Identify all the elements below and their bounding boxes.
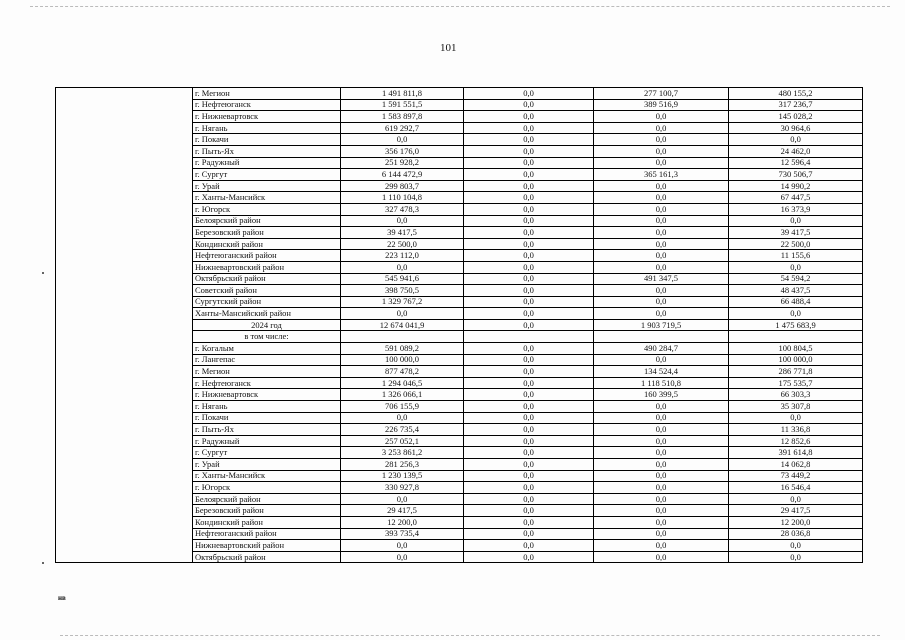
value-cell: 0,0 [729, 540, 863, 552]
value-cell: 877 478,2 [341, 366, 464, 378]
value-cell: 73 449,2 [729, 470, 863, 482]
corner-mark: нв [58, 594, 66, 602]
value-cell: 100 000,0 [341, 354, 464, 366]
value-cell: 0,0 [594, 285, 729, 297]
row-label-cell: г. Пыть-Ях [193, 145, 341, 157]
row-label-cell: Нефтеюганский район [193, 528, 341, 540]
value-cell: 545 941,6 [341, 273, 464, 285]
value-cell: 12 596,4 [729, 157, 863, 169]
value-cell: 1 118 510,8 [594, 377, 729, 389]
row-label-cell: г. Югорск [193, 203, 341, 215]
value-cell: 223 112,0 [341, 250, 464, 262]
row-label-cell: г. Югорск [193, 482, 341, 494]
page-number: 101 [440, 42, 457, 54]
value-cell: 0,0 [594, 250, 729, 262]
value-cell: 0,0 [464, 285, 594, 297]
value-cell: 251 928,2 [341, 157, 464, 169]
row-label-cell: г. Урай [193, 180, 341, 192]
value-cell: 0,0 [594, 401, 729, 413]
value-cell: 0,0 [594, 227, 729, 239]
row-label-cell: Октябрьский район [193, 551, 341, 563]
value-cell: 0,0 [594, 157, 729, 169]
value-cell: 1 475 683,9 [729, 319, 863, 331]
value-cell: 0,0 [594, 111, 729, 123]
value-cell: 356 176,0 [341, 145, 464, 157]
row-label-cell: г. Мегион [193, 366, 341, 378]
value-cell: 1 230 139,5 [341, 470, 464, 482]
value-cell: 0,0 [464, 435, 594, 447]
value-cell: 226 735,4 [341, 424, 464, 436]
value-cell: 0,0 [464, 192, 594, 204]
row-label-cell: Белоярский район [193, 215, 341, 227]
value-cell: 0,0 [594, 354, 729, 366]
value-cell: 6 144 472,9 [341, 169, 464, 181]
row-label-cell: г. Сургут [193, 169, 341, 181]
value-cell: 12 200,0 [729, 516, 863, 528]
value-cell: 389 516,9 [594, 99, 729, 111]
value-cell: 0,0 [464, 180, 594, 192]
value-cell: 14 062,8 [729, 459, 863, 471]
value-cell: 0,0 [464, 540, 594, 552]
value-cell: 28 036,8 [729, 528, 863, 540]
value-cell: 391 614,8 [729, 447, 863, 459]
value-cell: 330 927,8 [341, 482, 464, 494]
value-cell: 0,0 [464, 157, 594, 169]
row-label-cell: г. Радужный [193, 157, 341, 169]
row-label-cell: Березовский район [193, 505, 341, 517]
value-cell: 0,0 [594, 203, 729, 215]
value-cell: 491 347,5 [594, 273, 729, 285]
value-cell: 0,0 [464, 203, 594, 215]
value-cell: 39 417,5 [729, 227, 863, 239]
value-cell: 0,0 [464, 319, 594, 331]
value-cell: 730 506,7 [729, 169, 863, 181]
value-cell: 66 488,4 [729, 296, 863, 308]
value-cell: 0,0 [464, 470, 594, 482]
value-cell: 1 294 046,5 [341, 377, 464, 389]
value-cell: 54 594,2 [729, 273, 863, 285]
value-cell: 12 200,0 [341, 516, 464, 528]
table-row [56, 88, 863, 100]
value-cell: 0,0 [341, 215, 464, 227]
budget-table [55, 87, 863, 563]
value-cell: 0,0 [464, 111, 594, 123]
row-label-cell: в том числе: [193, 331, 341, 343]
value-cell: 0,0 [341, 308, 464, 320]
value-cell: 0,0 [464, 493, 594, 505]
row-label-cell: Кондинский район [193, 516, 341, 528]
value-cell: 0,0 [594, 551, 729, 563]
value-cell: 0,0 [464, 308, 594, 320]
value-cell: 0,0 [594, 540, 729, 552]
value-cell: 11 155,6 [729, 250, 863, 262]
value-cell: 30 964,6 [729, 122, 863, 134]
bottom-scan-edge [60, 635, 880, 636]
row-label-cell: г. Нефтеюганск [193, 377, 341, 389]
value-cell: 0,0 [464, 482, 594, 494]
value-cell: 0,0 [341, 134, 464, 146]
value-cell: 0,0 [464, 261, 594, 273]
value-cell: 29 417,5 [341, 505, 464, 517]
value-cell: 0,0 [464, 238, 594, 250]
blank-left-column [56, 88, 193, 563]
value-cell: 706 155,9 [341, 401, 464, 413]
value-cell: 0,0 [464, 551, 594, 563]
value-cell: 0,0 [594, 238, 729, 250]
row-label-cell: г. Нижневартовск [193, 389, 341, 401]
value-cell: 0,0 [729, 551, 863, 563]
row-label-cell: г. Ханты-Мансийск [193, 192, 341, 204]
value-cell: 0,0 [729, 215, 863, 227]
value-cell: 1 491 811,8 [341, 88, 464, 100]
value-cell: 0,0 [594, 215, 729, 227]
value-cell: 0,0 [594, 296, 729, 308]
value-cell: 0,0 [594, 134, 729, 146]
value-cell: 0,0 [464, 227, 594, 239]
row-label-cell: г. Лангепас [193, 354, 341, 366]
value-cell: 0,0 [464, 88, 594, 100]
value-cell: 0,0 [594, 424, 729, 436]
value-cell: 16 373,9 [729, 203, 863, 215]
value-cell: 160 399,5 [594, 389, 729, 401]
value-cell: 0,0 [594, 459, 729, 471]
row-label-cell: Нижневартовский район [193, 540, 341, 552]
value-cell: 12 674 041,9 [341, 319, 464, 331]
value-cell: 0,0 [464, 343, 594, 355]
row-label-cell: Советский район [193, 285, 341, 297]
row-label-cell: 2024 год [193, 319, 341, 331]
value-cell: 1 110 104,8 [341, 192, 464, 204]
value-cell: 0,0 [729, 134, 863, 146]
value-cell: 0,0 [464, 354, 594, 366]
value-cell: 35 307,8 [729, 401, 863, 413]
scan-speck [42, 272, 44, 274]
value-cell: 0,0 [464, 528, 594, 540]
value-cell: 591 089,2 [341, 343, 464, 355]
value-cell: 365 161,3 [594, 169, 729, 181]
value-cell: 281 256,3 [341, 459, 464, 471]
value-cell: 48 437,5 [729, 285, 863, 297]
value-cell [341, 331, 464, 343]
value-cell: 0,0 [341, 412, 464, 424]
value-cell: 0,0 [341, 551, 464, 563]
value-cell: 1 329 767,2 [341, 296, 464, 308]
value-cell: 393 735,4 [341, 528, 464, 540]
row-label-cell: г. Нижневартовск [193, 111, 341, 123]
value-cell: 145 028,2 [729, 111, 863, 123]
value-cell: 0,0 [464, 516, 594, 528]
value-cell: 0,0 [729, 261, 863, 273]
row-label-cell: Нижневартовский район [193, 261, 341, 273]
value-cell: 0,0 [594, 470, 729, 482]
row-label-cell: Кондинский район [193, 238, 341, 250]
value-cell: 0,0 [594, 447, 729, 459]
value-cell: 39 417,5 [341, 227, 464, 239]
value-cell: 327 478,3 [341, 203, 464, 215]
row-label-cell: г. Когалым [193, 343, 341, 355]
value-cell: 0,0 [594, 180, 729, 192]
scan-speck [42, 562, 44, 564]
value-cell: 0,0 [464, 505, 594, 517]
value-cell: 1 903 719,5 [594, 319, 729, 331]
row-label-cell: Белоярский район [193, 493, 341, 505]
row-label-cell: Октябрьский район [193, 273, 341, 285]
row-label-cell: г. Ханты-Мансийск [193, 470, 341, 482]
row-label-cell: г. Нягань [193, 401, 341, 413]
row-label-cell: г. Нягань [193, 122, 341, 134]
value-cell: 0,0 [464, 169, 594, 181]
value-cell: 0,0 [594, 261, 729, 273]
value-cell: 0,0 [464, 134, 594, 146]
value-cell: 0,0 [594, 516, 729, 528]
row-label-cell: Ханты-Мансийский район [193, 308, 341, 320]
row-label-cell: г. Мегион [193, 88, 341, 100]
value-cell: 0,0 [594, 145, 729, 157]
value-cell: 0,0 [341, 493, 464, 505]
value-cell [594, 331, 729, 343]
value-cell: 0,0 [464, 250, 594, 262]
value-cell: 16 546,4 [729, 482, 863, 494]
value-cell: 0,0 [729, 412, 863, 424]
value-cell: 0,0 [464, 145, 594, 157]
value-cell: 0,0 [464, 412, 594, 424]
value-cell: 0,0 [341, 540, 464, 552]
value-cell: 0,0 [594, 493, 729, 505]
value-cell: 175 535,7 [729, 377, 863, 389]
value-cell: 299 803,7 [341, 180, 464, 192]
value-cell: 100 000,0 [729, 354, 863, 366]
value-cell: 0,0 [594, 412, 729, 424]
value-cell: 0,0 [464, 296, 594, 308]
value-cell: 0,0 [594, 482, 729, 494]
value-cell: 0,0 [594, 192, 729, 204]
value-cell: 0,0 [464, 459, 594, 471]
value-cell: 0,0 [594, 435, 729, 447]
value-cell: 14 990,2 [729, 180, 863, 192]
value-cell: 490 284,7 [594, 343, 729, 355]
row-label-cell: Сургутский район [193, 296, 341, 308]
row-label-cell: г. Радужный [193, 435, 341, 447]
value-cell: 3 253 861,2 [341, 447, 464, 459]
value-cell: 0,0 [594, 505, 729, 517]
value-cell: 0,0 [464, 122, 594, 134]
value-cell: 12 852,6 [729, 435, 863, 447]
row-label-cell: г. Нефтеюганск [193, 99, 341, 111]
value-cell: 0,0 [464, 366, 594, 378]
value-cell: 0,0 [594, 308, 729, 320]
value-cell: 66 303,3 [729, 389, 863, 401]
value-cell: 1 326 066,1 [341, 389, 464, 401]
value-cell: 0,0 [464, 215, 594, 227]
value-cell: 317 236,7 [729, 99, 863, 111]
value-cell: 398 750,5 [341, 285, 464, 297]
value-cell: 480 155,2 [729, 88, 863, 100]
value-cell [464, 331, 594, 343]
value-cell: 257 052,1 [341, 435, 464, 447]
value-cell: 0,0 [464, 377, 594, 389]
value-cell: 22 500,0 [341, 238, 464, 250]
value-cell: 0,0 [341, 261, 464, 273]
row-label-cell: г. Сургут [193, 447, 341, 459]
value-cell: 277 100,7 [594, 88, 729, 100]
value-cell [729, 331, 863, 343]
row-label-cell: г. Урай [193, 459, 341, 471]
row-label-cell: г. Покачи [193, 412, 341, 424]
row-label-cell: Нефтеюганский район [193, 250, 341, 262]
value-cell: 11 336,8 [729, 424, 863, 436]
value-cell: 0,0 [464, 389, 594, 401]
row-label-cell: г. Покачи [193, 134, 341, 146]
value-cell: 286 771,8 [729, 366, 863, 378]
value-cell: 0,0 [464, 273, 594, 285]
value-cell: 0,0 [729, 308, 863, 320]
value-cell: 100 804,5 [729, 343, 863, 355]
value-cell: 0,0 [464, 447, 594, 459]
value-cell: 0,0 [729, 493, 863, 505]
value-cell: 29 417,5 [729, 505, 863, 517]
value-cell: 22 500,0 [729, 238, 863, 250]
value-cell: 0,0 [594, 122, 729, 134]
value-cell: 619 292,7 [341, 122, 464, 134]
value-cell: 0,0 [464, 424, 594, 436]
value-cell: 0,0 [594, 528, 729, 540]
value-cell: 0,0 [464, 401, 594, 413]
value-cell: 24 462,0 [729, 145, 863, 157]
value-cell: 1 591 551,5 [341, 99, 464, 111]
row-label-cell: Березовский район [193, 227, 341, 239]
value-cell: 0,0 [464, 99, 594, 111]
row-label-cell: г. Пыть-Ях [193, 424, 341, 436]
value-cell: 134 524,4 [594, 366, 729, 378]
value-cell: 1 583 897,8 [341, 111, 464, 123]
top-scan-edge [30, 6, 890, 7]
value-cell: 67 447,5 [729, 192, 863, 204]
